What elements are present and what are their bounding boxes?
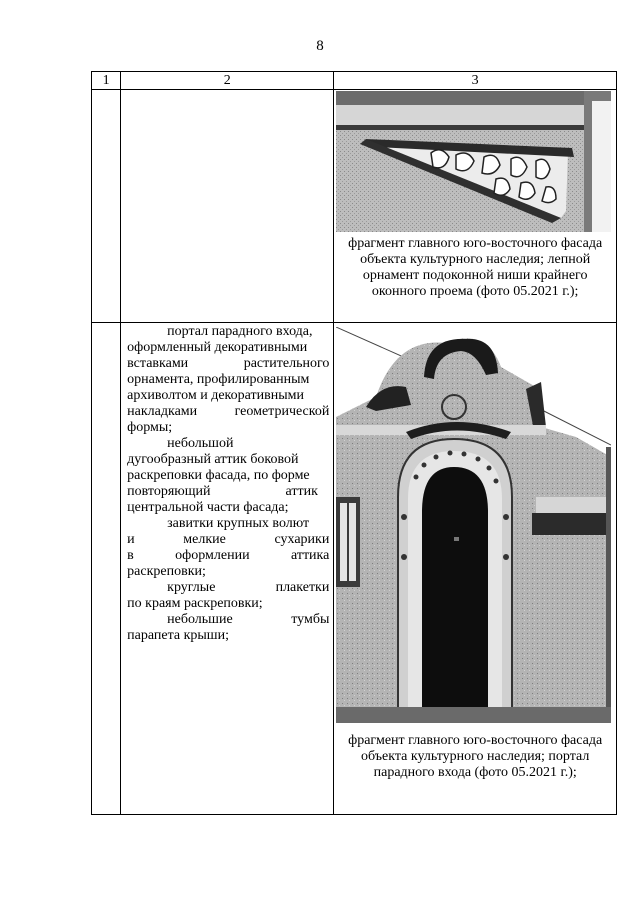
word: аттик (285, 484, 318, 499)
description-line: раскреповки; (127, 564, 206, 579)
word: вставками (127, 356, 189, 371)
word: в (127, 548, 134, 563)
header-col-1: 1 (92, 72, 121, 90)
word: аттика (290, 548, 330, 563)
photo-caption: фрагмент главного юго-восточного фасада объекта культурного наследия; портал парадного входа (фото 05.2021 г.); (348, 733, 603, 780)
description-line (127, 532, 329, 548)
description-line: формы; (127, 420, 173, 435)
description-line: небольшой (167, 436, 234, 451)
word: небольшие (167, 612, 233, 627)
photo-caption: фрагмент главного юго-восточного фасада объекта культурного наследия; лепной орнамент подоконной ниши крайнего оконного проема (фото 05.2021 г.); (348, 236, 603, 299)
row1-number-cell (92, 90, 121, 323)
description-line: орнамента, профилированным (127, 372, 310, 387)
description-line: по краям раскреповки; (127, 596, 263, 611)
description-line (127, 580, 329, 596)
ornament-photo (336, 91, 611, 232)
element-description (121, 323, 333, 644)
word: повторяющий (127, 484, 211, 499)
description-line (127, 548, 329, 564)
description-line: портал парадного входа, (167, 324, 313, 339)
word: плакетки (275, 580, 330, 595)
description-table (91, 71, 617, 815)
description-line: архиволтом и декоративными (127, 388, 304, 403)
word: геометрической (234, 404, 330, 419)
description-line: парапета крыши; (127, 628, 229, 643)
word: мелкие (183, 532, 226, 547)
description-line (127, 484, 329, 500)
description-line: оформленный декоративными (127, 340, 308, 355)
row1-description-cell (121, 90, 334, 323)
page-number: 8 (316, 38, 324, 54)
description-line: раскреповки фасада, по форме (127, 468, 310, 483)
word: растительного (243, 356, 330, 371)
word: круглые (167, 580, 216, 595)
word: тумбы (291, 612, 330, 627)
description-line (127, 612, 329, 628)
header-col-3: 3 (334, 72, 617, 90)
description-line (127, 356, 329, 372)
table-row (92, 323, 617, 815)
description-line: дугообразный аттик боковой (127, 452, 299, 467)
table-row (92, 90, 617, 323)
word: сухарики (274, 532, 330, 547)
word: оформлении (175, 548, 250, 563)
row2-description-cell (121, 323, 334, 815)
row1-photo-cell (334, 90, 617, 323)
portal-photo (336, 327, 611, 723)
row2-photo-cell (334, 323, 617, 815)
word: и (127, 532, 135, 547)
table-header-row (92, 72, 617, 90)
word: накладками (127, 404, 198, 419)
header-col-2: 2 (121, 72, 334, 90)
row2-number-cell (92, 323, 121, 815)
description-line: центральной части фасада; (127, 500, 289, 515)
description-line (127, 404, 329, 420)
description-line: завитки крупных волют (167, 516, 310, 531)
